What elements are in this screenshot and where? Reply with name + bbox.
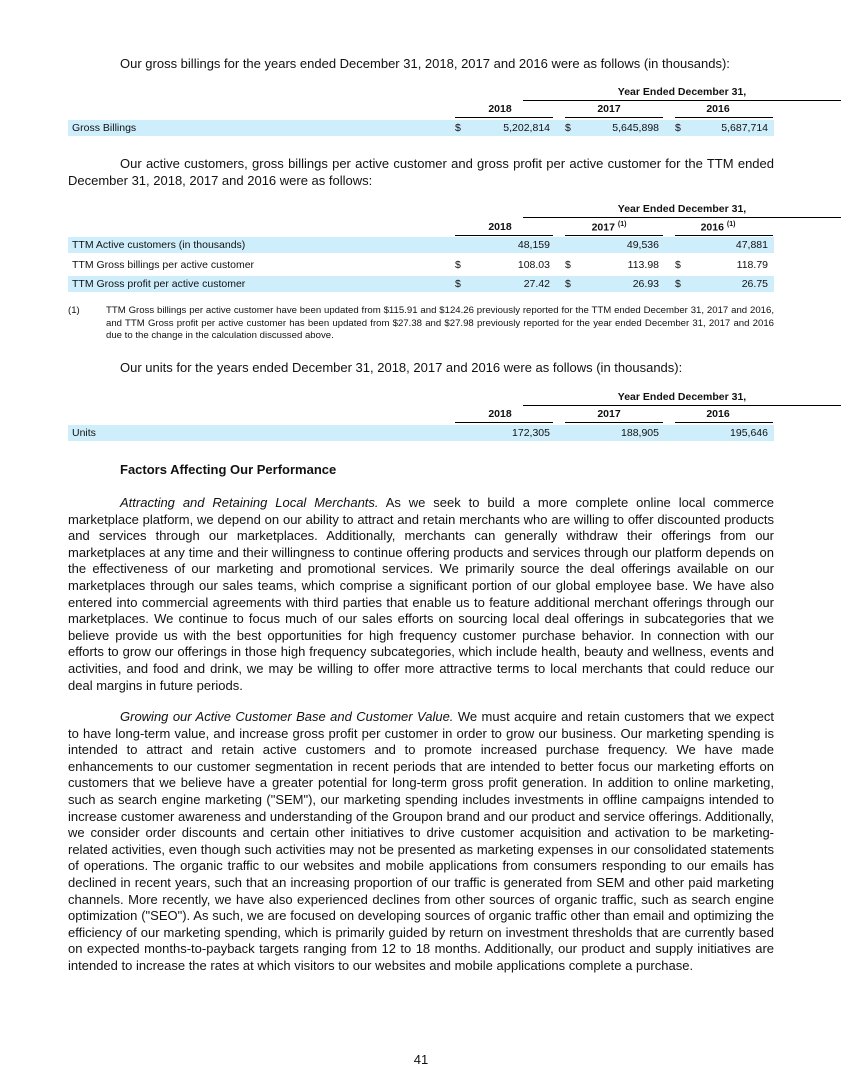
section-heading: Factors Affecting Our Performance bbox=[120, 462, 337, 477]
intro-units: Our units for the years ended December 31, 2018, 2017 and 2016 were as follows (in thousands): bbox=[120, 360, 683, 375]
gross-billings-table bbox=[68, 86, 774, 138]
table-row: TTM Gross profit per active customer $ 27.42 $ 26.93 $ 26.75 bbox=[68, 276, 774, 292]
year-ended-header: Year Ended December 31, bbox=[617, 86, 747, 98]
col-2018: 2018 bbox=[488, 103, 512, 115]
table-row: Units 172,305 188,905 195,646 bbox=[68, 425, 774, 441]
col-2017: 2017 bbox=[597, 103, 621, 115]
row-label: Gross Billings bbox=[72, 122, 137, 134]
table-row: Gross Billings $ 5,202,814 $ 5,645,898 $ 5,687,714 bbox=[68, 120, 774, 136]
units-table: Year Ended December 31, 2018 2017 2016 Units 172,305 188,905 195,646 bbox=[68, 391, 774, 443]
value-2016: 5,687,714 bbox=[721, 122, 768, 134]
footnote-text: TTM Gross billings per active customer have been updated from $115.91 and $124.26 previously reported for the TTM ended December 31, 2017 and 2016, and TTM Gross profit per active customer has been updated from $27.38 and $27.98 previously reported for the year ended December 31, 2017 and 2016 due to the change in the calculation discussed above. bbox=[106, 305, 774, 341]
footnote: (1) TTM Gross billings per active customer have been updated from $115.91 and $124.26 previously reported for the TTM ended December 31, 2017 and 2016, and TTM Gross profit per active customer has been updated from $27.38 and $27.98 previously reported for the year ended December 31, 2017 and 2016 due to the change in the calculation discussed above. bbox=[68, 305, 774, 341]
paragraph-customers: Growing our Active Customer Base and Customer Value. We must acquire and retain customers that we expect to have long-term value, and increase gross profit per customer in order to grow our business. Our marketing spending is intended to attract and retain active customers and to promote increased purchase frequency. We have made enhancements to our customer segmentation in recent periods that are intended to better focus our marketing efforts on customers that we believe have a greater potential for long-term gross profit generation. In addition to online marketing, such as search engine marketing ("SEM"), our marketing spending includes investments in offline campaigns intended to increase customer awareness and understanding of the Groupon brand and our product and service offerings. Additionally, we consider order discounts and certain other initiatives to drive customer acquisition and activation to be marketing-related activities, even though such activities may not be presented as marketing expenses in our consolidated statements of operations. The organic traffic to our websites and mobile applications from consumers responding to our emails has declined in recent years, such that an increasing proportion of our traffic is generated from SEM and other paid marketing channels. More recently, we have also experienced declines from other sources of organic traffic, such as search engine optimization ("SEO"). As such, we are focused on developing sources of organic traffic other than email and optimizing the efficiency of our marketing spending, which is primarily guided by return on investment thresholds that are currently based on expected months-to-payback targets ranging from 12 to 18 months. Additionally, our product and supply initiatives are intended to increase the rates at which visitors to our websites and mobile applications complete a purchase. bbox=[68, 709, 774, 973]
intro-billings: Our gross billings for the years ended December 31, 2018, 2017 and 2016 were as follows (in thousands): bbox=[120, 56, 730, 71]
table-row: TTM Gross billings per active customer $ 108.03 $ 113.98 $ 118.79 bbox=[72, 259, 768, 271]
value-2017: 5,645,898 bbox=[612, 122, 659, 134]
page-number: 41 bbox=[413, 1052, 429, 1067]
active-customers-table: Year Ended December 31, 2018 2017 $^{(1)}$ 2016 $^{(1)}$ TTM Active customers (in thousands) 48,159 49,536 47,881 TTM Gross billings per active customer $ 108.03 $ 113.98 $ 118.79 TTM Gross profit per active customer $ 27.42 $ 26.93 $ 26.75 bbox=[68, 203, 774, 293]
table-row: TTM Active customers (in thousands) 48,159 49,536 47,881 bbox=[68, 237, 774, 253]
value-2018: 5,202,814 bbox=[503, 122, 550, 134]
col-2016: 2016 bbox=[706, 103, 730, 115]
paragraph-merchants: Attracting and Retaining Local Merchants. As we seek to build a more complete online local commerce marketplace platform, we depend on our ability to attract and retain merchants who are willing to offer discounted products and services through our marketplaces. Additionally, merchants can generally withdraw their offerings from our marketplaces at any time and their willingness to continue offering products and services through our platform depends on the effectiveness of our marketing and promotional services. We primarily source the deal offerings available on our marketplaces through our sales teams, which comprise a significant portion of our global employee base. We have also entered into commercial agreements with third parties that enable us to feature additional merchant offerings through our marketplaces. We continue to focus much of our sales efforts on sourcing local deal offerings in subcategories that we believe provide us with the best opportunities for high frequency customer purchase behavior. In connection with our efforts to grow our offerings in those high frequency subcategories, which include health, beauty and wellness, events and activities, and food and drink, we may be willing to offer more attractive terms to local merchants that could reduce our deal margins in future periods. bbox=[68, 495, 775, 693]
intro-customers: Our active customers, gross billings per active customer and gross profit per active customer for the TTM ended December 31, 2018, 2017 and 2016 were as follows: bbox=[68, 156, 774, 188]
